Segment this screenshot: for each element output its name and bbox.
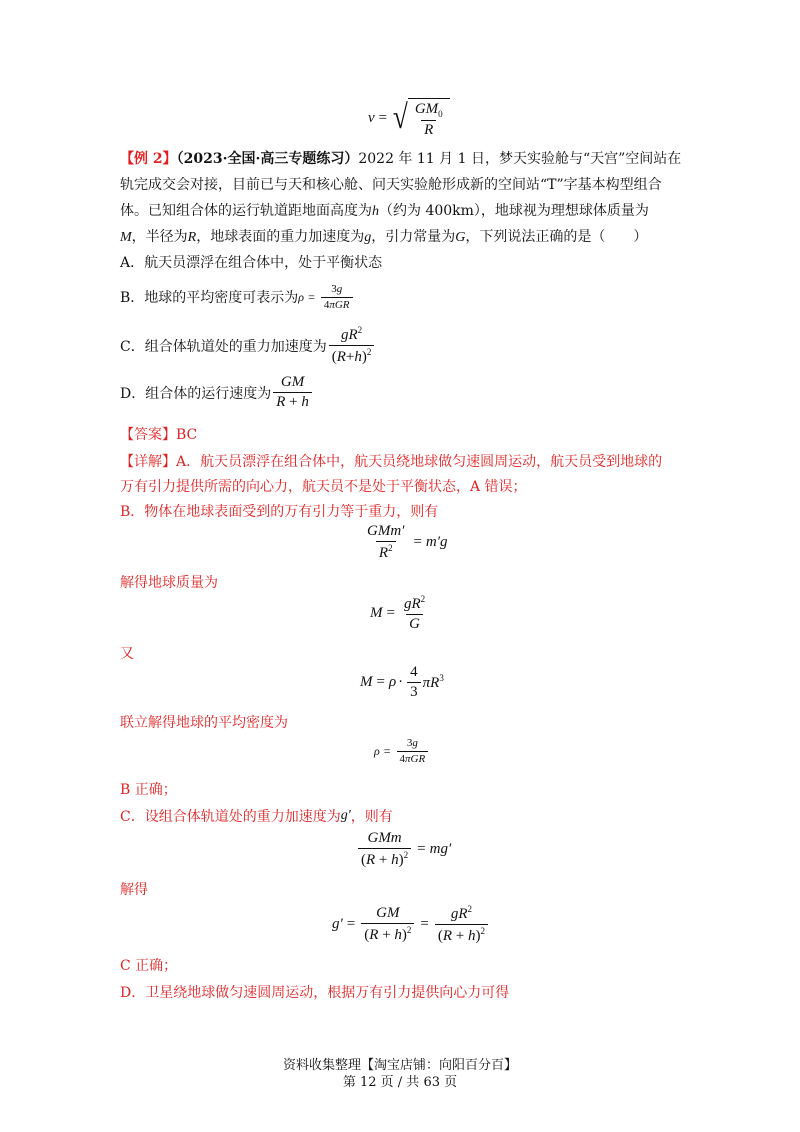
- explanation-also: 又: [120, 646, 134, 662]
- explanation-a-line-2: 万有引力提供所需的向心力，航天员不是处于平衡状态，A 错误；: [120, 479, 527, 495]
- formula-orbit-acceleration: g′ = $\frac{GM}{(R + h)^2}$ = $\frac{gR^2}{(R + h)^2}$: [332, 904, 490, 946]
- formula-orbit-gravity: $\frac{\text{GMm}}{(R + h)^2}$ = mg′: [356, 830, 451, 870]
- formula-orbital-speed: v = √ $\frac{GM_0}{R}$: [368, 98, 450, 140]
- formula-density: ρ = $\frac{3g}{\text{4πGR}}$: [374, 737, 430, 765]
- explanation-c-line-1: C．设组合体轨道处的重力加速度为 g′ ，则有: [120, 808, 393, 825]
- formula-mass-density: M = ρ · $\frac{4}{3}$ $\pi R^3$: [360, 664, 444, 701]
- option-d: D．组合体的运行速度为 $\frac{GM}{R + h}$: [120, 374, 314, 412]
- example-line-2: 轨完成交会对接，目前已与天和核心舱、问天实验舱形成新的空间站“T”字基本构型组合: [120, 177, 662, 193]
- formula-gravity-equals-weight: $\frac{\text{GMm′}}{R^2}$ = m′g: [367, 523, 448, 562]
- option-a: A．航天员漂浮在组合体中，处于平衡状态: [120, 255, 383, 271]
- explanation-d-line-1: D．卫星绕地球做匀速圆周运动，根据万有引力提供向心力可得: [120, 985, 510, 1001]
- explanation-combine: 联立解得地球的平均密度为: [120, 715, 288, 731]
- footer-page-number: 第 12 页 / 共 63 页: [342, 1075, 458, 1090]
- example-line-3: 体。已知组合体的运行轨道距地面高度为h（约为 400km），地球视为理想球体质量为: [120, 203, 649, 219]
- explanation-c-correct: C 正确；: [120, 958, 178, 974]
- example-tag: 【例 2】: [120, 151, 177, 167]
- explanation-solve-mass: 解得地球质量为: [120, 575, 218, 591]
- formula-earth-mass: M = $\frac{gR^2}{G}$: [370, 594, 426, 633]
- option-b: B．地球的平均密度可表示为 ρ = $\frac{3g}{\text{4πGR}}$: [120, 283, 355, 311]
- explanation-b-line-1: B．物体在地球表面受到的万有引力等于重力，则有: [120, 504, 439, 520]
- answer: 【答案】BC: [120, 427, 198, 443]
- example-line-1: 【例 2】（2023·全国·高三专题练习）2022 年 11 月 1 日，梦天实验舱与“天宫”空间站在: [120, 151, 682, 167]
- footer-source: 资料收集整理【淘宝店铺：向阳百分百】: [282, 1058, 517, 1073]
- explanation-solve: 解得: [120, 882, 148, 898]
- example-line-4: M，半径为R，地球表面的重力加速度为g，引力常量为G，下列说法正确的是（ ）: [120, 229, 648, 245]
- explanation-b-correct: B 正确；: [120, 782, 177, 798]
- option-c: C．组合体轨道处的重力加速度为 $\frac{gR^2}{(R+h)^2}$: [120, 325, 376, 367]
- explanation-a-line-1: 【详解】A．航天员漂浮在组合体中，航天员绕地球做匀速圆周运动，航天员受到地球的: [120, 454, 663, 470]
- example-source: （2023·全国·高三专题练习）: [176, 151, 359, 167]
